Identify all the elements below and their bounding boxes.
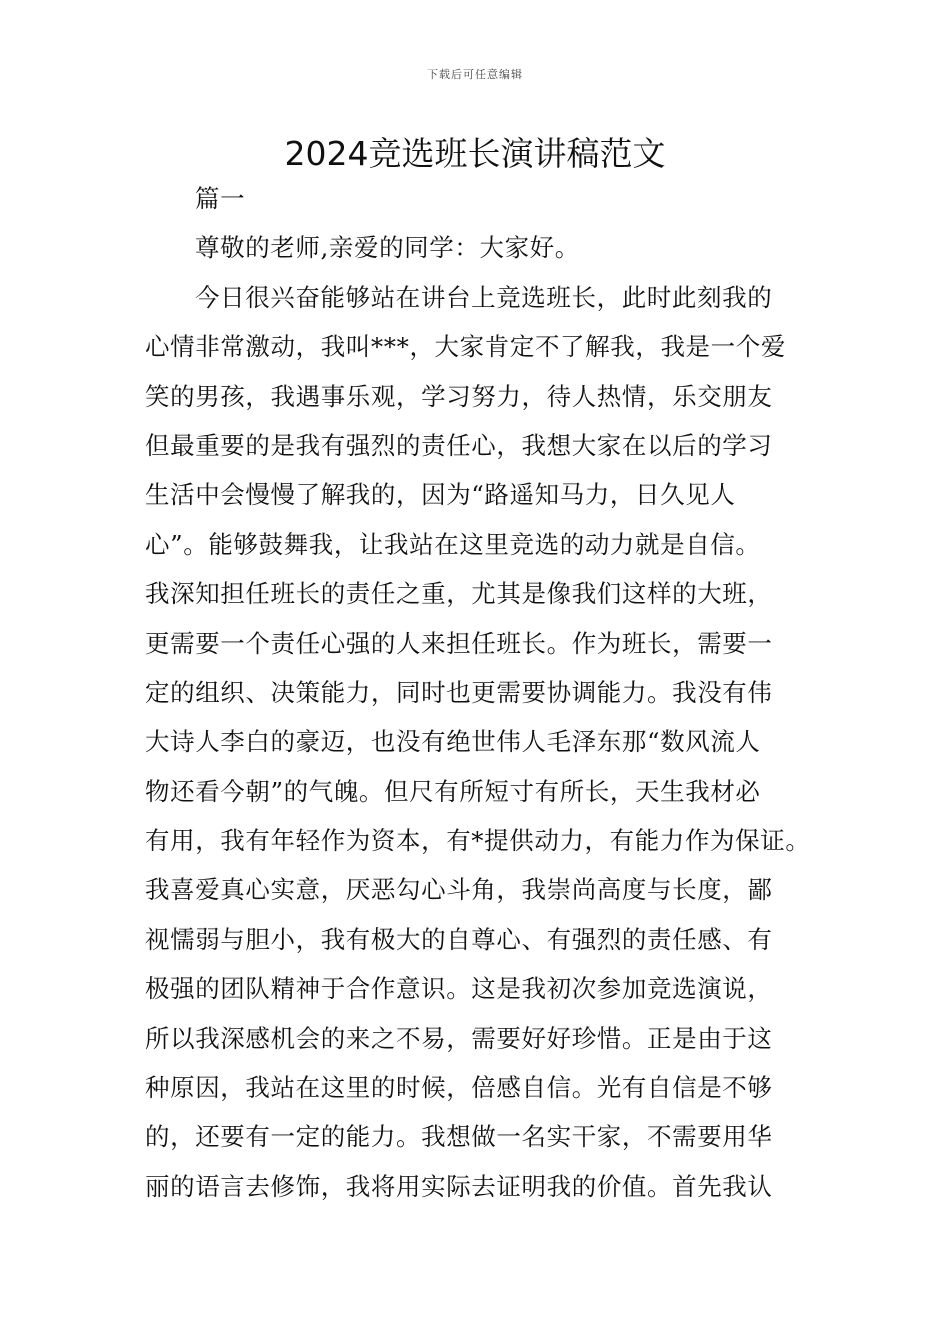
text-line: 生活中会慢慢了解我的，因为“路遥知马力，日久见人 bbox=[145, 480, 736, 510]
text-line: 我喜爱真心实意，厌恶勾心斗角，我崇尚高度与长度，鄙 bbox=[145, 875, 773, 905]
text-line: 种原因，我站在这里的时候，倍感自信。光有自信是不够 bbox=[145, 1073, 773, 1103]
text-line: 心情非常激动，我叫***，大家肯定不了解我，我是一个爱 bbox=[145, 332, 786, 362]
header-note: 下载后可任意编辑 bbox=[427, 68, 523, 81]
document-title: 2024竞选班长演讲稿范文 bbox=[284, 134, 666, 173]
text-line: 但最重要的是我有强烈的责任心，我想大家在以后的学习 bbox=[145, 430, 773, 460]
text-line: 所以我深感机会的来之不易，需要好好珍惜。正是由于这 bbox=[145, 1023, 773, 1053]
text-line: 极强的团队精神于合作意识。这是我初次参加竞选演说， bbox=[145, 974, 773, 1004]
text-line: 丽的语言去修饰，我将用实际去证明我的价值。首先我认 bbox=[145, 1171, 773, 1201]
text-line: 定的组织、决策能力，同时也更需要协调能力。我没有伟 bbox=[145, 677, 773, 707]
section-heading: 篇一 bbox=[195, 184, 246, 213]
text-line: 更需要一个责任心强的人来担任班长。作为班长，需要一 bbox=[145, 628, 773, 658]
text-line: 今日很兴奋能够站在讲台上竞选班长，此时此刻我的 bbox=[195, 282, 773, 312]
text-line: 笑的男孩，我遇事乐观，学习努力，待人热情，乐交朋友 bbox=[145, 381, 773, 411]
text-line: 心”。能够鼓舞我，让我站在这里竞选的动力就是自信。 bbox=[145, 529, 761, 559]
text-line: 有用，我有年轻作为资本，有*提供动力，有能力作为保证。 bbox=[145, 826, 811, 856]
text-line: 的，还要有一定的能力。我想做一名实干家，不需要用华 bbox=[145, 1122, 773, 1152]
text-line: 我深知担任班长的责任之重，尤其是像我们这样的大班， bbox=[145, 579, 773, 609]
text-line: 物还看今朝”的气魄。但尺有所短寸有所长，天生我材必 bbox=[145, 776, 761, 806]
text-line: 大诗人李白的豪迈，也没有绝世伟人毛泽东那“数风流人 bbox=[145, 727, 761, 757]
text-line: 视懦弱与胆小，我有极大的自尊心、有强烈的责任感、有 bbox=[145, 924, 773, 954]
document-body bbox=[145, 183, 825, 1220]
greeting-line: 尊敬的老师,亲爱的同学：大家好。 bbox=[195, 233, 580, 263]
